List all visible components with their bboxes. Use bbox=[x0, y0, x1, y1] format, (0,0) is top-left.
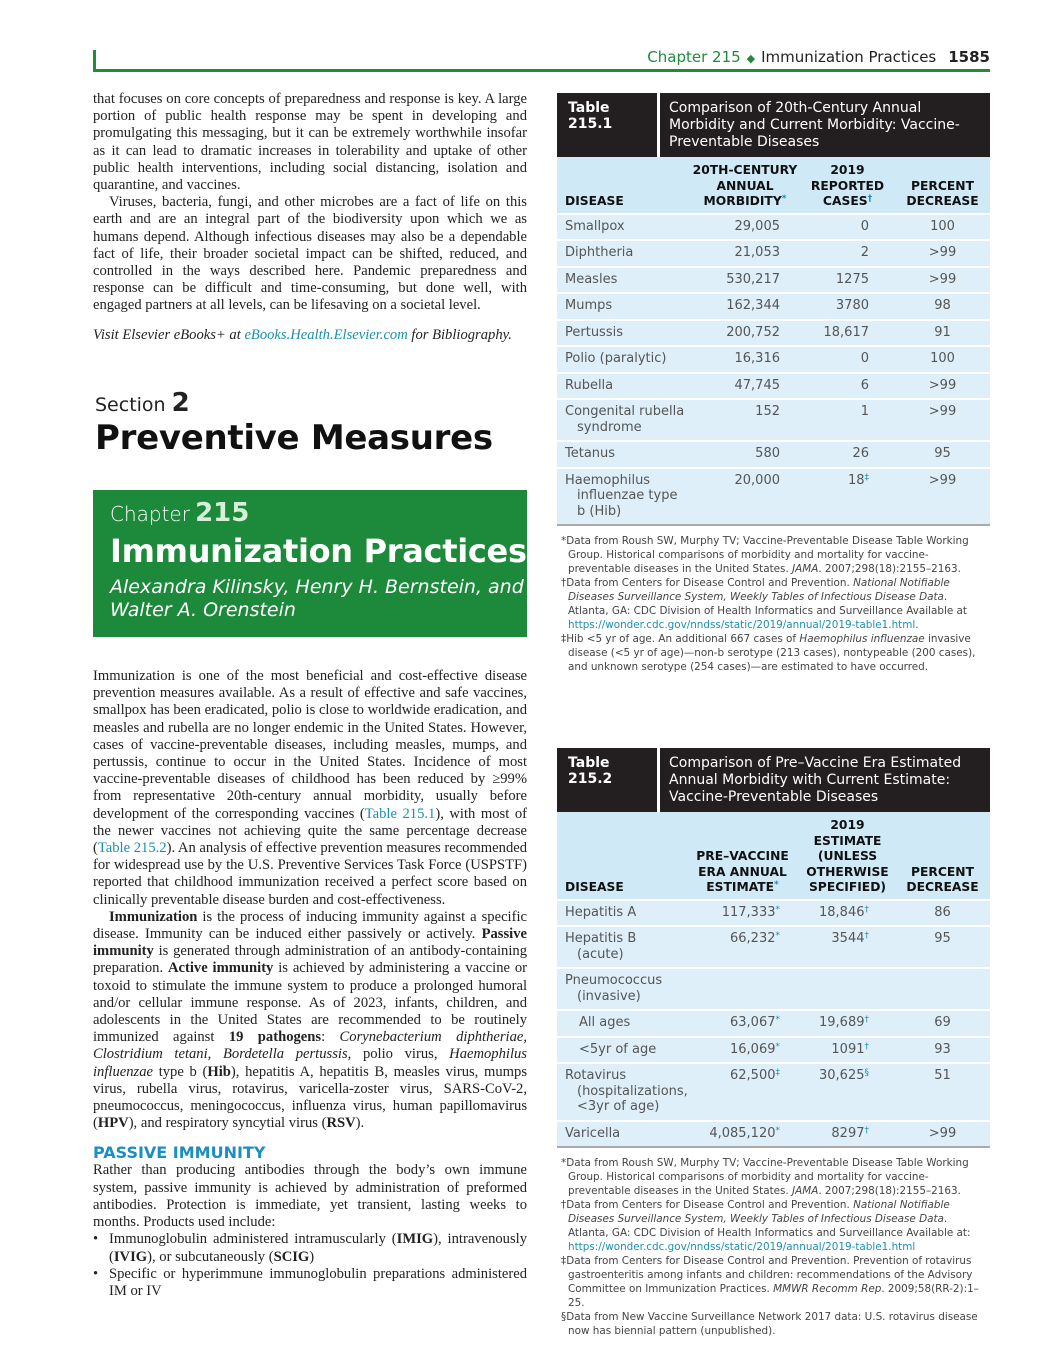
value-cell bbox=[685, 1015, 800, 1031]
column-header bbox=[690, 163, 800, 210]
value-cell bbox=[800, 325, 895, 341]
value-cell bbox=[800, 931, 895, 962]
table-row bbox=[557, 372, 990, 399]
page-number: 1585 bbox=[948, 48, 990, 66]
table-footnotes bbox=[557, 534, 990, 674]
section-label: Section bbox=[95, 394, 166, 416]
value-cell bbox=[800, 1068, 895, 1115]
value: 580 bbox=[755, 446, 780, 461]
text: . 2007;298(18):2155–2163. bbox=[818, 1185, 961, 1197]
value-cell bbox=[800, 1126, 895, 1142]
percent-cell: 95 bbox=[934, 931, 951, 946]
paragraph bbox=[93, 668, 527, 909]
percent-cell: 100 bbox=[930, 218, 955, 234]
value: 29,005 bbox=[734, 218, 780, 234]
footnote-marker: † bbox=[864, 904, 869, 915]
paragraph bbox=[93, 91, 527, 194]
column-header bbox=[685, 849, 800, 896]
footnote-marker: † bbox=[864, 1041, 869, 1052]
value: 3780 bbox=[835, 298, 869, 313]
table-footnotes bbox=[557, 1156, 990, 1338]
text: †Data from Centers for Disease Control and Prevention. bbox=[561, 577, 854, 589]
text: *Data from Roush SW, Murphy TV; Vaccine-Preventable Disease Table Working Group. Historical comparisons of morbidity and mortality for vaccine-preventable diseases in the United States. bbox=[561, 1157, 969, 1197]
footnote-marker: † bbox=[864, 1015, 869, 1025]
left-column-top bbox=[93, 91, 527, 344]
chapter-title-box bbox=[93, 490, 527, 637]
header-text bbox=[647, 48, 990, 66]
column-header-label: 2019 ESTIMATE (UNLESS OTHERWISE SPECIFIED) bbox=[806, 818, 889, 894]
header-rule-tick bbox=[93, 50, 96, 72]
text: . 2007;298(18):2155–2163. bbox=[818, 563, 961, 575]
table-row bbox=[557, 1120, 990, 1149]
text: is achieved by administering a vaccine or toxoid to stimulate the immune system to produce a prolonged humoral and/or cellular immune response. As of 2023, infants, children, and adolescents in the United States are recommended to be routinely immunized against bbox=[93, 960, 528, 1046]
header-chapter: Chapter 215 bbox=[647, 48, 741, 66]
value-cell bbox=[685, 931, 800, 962]
column-header bbox=[895, 865, 990, 896]
value-cell bbox=[800, 219, 895, 235]
text: Immunoglobulin administered intramuscularly ( bbox=[109, 1231, 397, 1248]
text: invasive disease (<5 yr of age)—non-b serotype (213 cases), nontypeable (200 cases), and unknown serotype (254 cases)—are estimated to have occurred. bbox=[568, 633, 976, 673]
chapter-authors: Alexandra Kilinsky, Henry H. Bernstein, and Walter A. Orenstein bbox=[110, 576, 524, 621]
value: 19,689 bbox=[819, 1015, 865, 1030]
subheading-passive-immunity: PASSIVE IMMUNITY bbox=[93, 1143, 266, 1163]
footnote-marker: * bbox=[775, 1125, 780, 1136]
percent-cell: 91 bbox=[934, 324, 951, 340]
text: is generated through administration of an antibody-containing preparation. bbox=[93, 943, 527, 977]
table-row bbox=[557, 213, 990, 240]
table-row bbox=[557, 467, 990, 527]
text: †Data from Centers for Disease Control and Prevention. bbox=[561, 1199, 854, 1211]
text: . 2009;58(RR-2):1–25. bbox=[568, 1283, 979, 1309]
bold-text: RSV bbox=[326, 1115, 356, 1132]
value: 66,232 bbox=[730, 931, 776, 946]
bold-text: Immunization bbox=[109, 908, 198, 925]
percent-cell: >99 bbox=[928, 472, 957, 488]
value: 8297 bbox=[831, 1125, 865, 1141]
text: ), hepatitis A, hepatitis B, measles virus, mumps virus, rubella virus, rotavirus, varicella-zoster virus, SARS-CoV-2, pneumococcus, meningococcus, influenza virus, human papillomavirus ( bbox=[93, 1063, 527, 1132]
link[interactable]: https://wonder.cdc.gov/nndss/static/2019/annual/2019-table1.html bbox=[568, 1241, 916, 1253]
value-cell bbox=[800, 905, 895, 921]
footnote-marker: ‡ bbox=[775, 1068, 780, 1078]
value-cell bbox=[685, 1042, 800, 1058]
disease-cell: Pertussis bbox=[565, 324, 623, 340]
text: for Bibliography. bbox=[407, 326, 512, 343]
paragraph bbox=[93, 194, 527, 314]
footnote-marker: * bbox=[775, 931, 780, 941]
value: 1275 bbox=[835, 271, 869, 287]
disease-cell: <5yr of age bbox=[579, 1041, 657, 1057]
value-cell bbox=[685, 1126, 800, 1142]
footnote bbox=[557, 1198, 990, 1254]
footnote-marker: * bbox=[775, 904, 780, 915]
value: 21,053 bbox=[734, 245, 780, 260]
footnote-marker: * bbox=[775, 1015, 780, 1025]
disease-cell: Pneumococcus (invasive) bbox=[565, 973, 663, 1004]
column-header-label: PRE–VACCINE ERA ANNUAL ESTIMATE bbox=[696, 849, 789, 894]
footnote-marker: ‡ bbox=[864, 472, 869, 483]
disease-cell: Tetanus bbox=[565, 446, 616, 461]
link[interactable]: https://wonder.cdc.gov/nndss/static/2019/annual/2019-table1.html bbox=[568, 619, 916, 631]
section-number: 2 bbox=[171, 388, 190, 418]
value-cell bbox=[690, 298, 800, 314]
text: Rather than producing antibodies through the body’s own immune system, passive immunity is achieved by administration of preformed antibodies. Protection is immediate, yet transient, lasting weeks to months. Products used include: bbox=[93, 1162, 527, 1231]
table-row bbox=[557, 398, 990, 440]
left-column-body bbox=[93, 668, 527, 1300]
table-title: Comparison of Pre–Vaccine Era Estimated Annual Morbidity with Current Estimate: Vaccine-Preventable Diseases bbox=[669, 755, 962, 805]
bold-text: 19 pathogens bbox=[228, 1029, 322, 1046]
value: 47,745 bbox=[734, 377, 780, 393]
text: Specific or hyperimmune immunoglobulin preparations administered IM or IV bbox=[109, 1265, 527, 1299]
disease-cell: Varicella bbox=[565, 1125, 621, 1141]
value: 152 bbox=[755, 404, 780, 419]
text: type b ( bbox=[153, 1063, 208, 1080]
footnote-marker: † bbox=[867, 194, 873, 204]
value: 117,333 bbox=[721, 904, 776, 920]
table-row bbox=[557, 925, 990, 967]
table-215-1 bbox=[557, 93, 990, 674]
table-row bbox=[557, 266, 990, 293]
percent-cell bbox=[895, 973, 990, 1004]
value-cell bbox=[690, 325, 800, 341]
table-header-row bbox=[557, 157, 990, 213]
percent-cell: 93 bbox=[934, 1041, 951, 1057]
text: . Atlanta, GA: CDC Division of Health Informatics and Surveillance Available at bbox=[568, 591, 967, 617]
value-cell bbox=[690, 378, 800, 394]
percent-cell: >99 bbox=[928, 1125, 957, 1141]
value-cell bbox=[800, 298, 895, 314]
table-row bbox=[557, 319, 990, 346]
footnote bbox=[557, 632, 990, 674]
value-cell bbox=[690, 219, 800, 235]
bold-text: IMIG bbox=[396, 1231, 434, 1248]
value: 18,617 bbox=[823, 324, 869, 340]
footnote bbox=[557, 1254, 990, 1310]
value: 2 bbox=[860, 245, 869, 260]
value-cell bbox=[800, 446, 895, 462]
footnote bbox=[557, 1310, 990, 1338]
column-header-label: 20TH-CENTURY ANNUAL MORBIDITY bbox=[692, 163, 798, 208]
footnote-marker: * bbox=[775, 1041, 780, 1052]
table-row bbox=[557, 1062, 990, 1120]
disease-cell: Polio (paralytic) bbox=[565, 351, 667, 366]
bold-text: IVIG bbox=[113, 1248, 148, 1265]
disease-cell: Hepatitis B (acute) bbox=[565, 931, 637, 962]
list-item bbox=[93, 1231, 527, 1265]
bold-text: Passive immunity bbox=[93, 926, 527, 960]
value: 1091 bbox=[831, 1041, 865, 1057]
value: 530,217 bbox=[726, 271, 780, 287]
value-cell bbox=[800, 245, 895, 261]
value: 200,752 bbox=[726, 324, 780, 340]
value-cell bbox=[800, 973, 895, 1004]
section-heading bbox=[95, 388, 493, 458]
column-header bbox=[557, 194, 690, 210]
value-cell bbox=[685, 1068, 800, 1115]
percent-cell: >99 bbox=[928, 377, 957, 393]
disease-cell: Hepatitis A bbox=[565, 904, 637, 920]
table-row bbox=[557, 440, 990, 467]
text: Viruses, bacteria, fungi, and other microbes are a fact of life on this earth and are an integral part of the biodiversity upon which we as humans depend. Although infectious diseases may also be a dependable fact of life, their broader societal impact can be shifted, reduced, and controlled in the ways described here. Pandemic preparedness and response can be difficult and time-consuming, but done well, with engaged partners at all levels, can be lifesaving on a societal level. bbox=[93, 194, 527, 314]
value: 16,069 bbox=[730, 1041, 776, 1057]
text: ‡Hib <5 yr of age. An additional 667 cases of bbox=[561, 633, 800, 645]
value: 0 bbox=[860, 218, 869, 234]
value-cell bbox=[800, 1042, 895, 1058]
text: ) bbox=[309, 1248, 315, 1265]
italic-text: JAMA bbox=[792, 563, 819, 575]
text: . Atlanta, GA: CDC Division of Health Informatics and Surveillance Available at: bbox=[568, 1213, 971, 1239]
value-cell bbox=[800, 351, 895, 367]
value: 62,500 bbox=[730, 1068, 776, 1083]
value: 1 bbox=[860, 404, 869, 419]
bold-text: HPV bbox=[97, 1115, 129, 1132]
value: 6 bbox=[860, 377, 869, 393]
value-cell bbox=[800, 378, 895, 394]
table-title-bar bbox=[557, 748, 990, 812]
value-cell bbox=[800, 473, 895, 520]
text: §Data from New Vaccine Surveillance Network 2017 data: U.S. rotavirus disease now has biennial pattern (unpublished). bbox=[561, 1311, 978, 1337]
value-cell bbox=[690, 404, 800, 435]
value: 63,067 bbox=[730, 1015, 776, 1030]
text: that focuses on core concepts of preparedness and response is key. A large portion of public health response may be spent in developing and promulgating this messaging, but it can be extremely worthwhile insofar as it can lead to dramatic increases in tolerability and uptake of other public health interventions, including social distancing, isolation and quarantine, and vaccines. bbox=[93, 91, 527, 194]
italic-text: MMWR Recomm Rep bbox=[773, 1283, 882, 1295]
value-cell bbox=[800, 1015, 895, 1031]
table-row bbox=[557, 1009, 990, 1036]
table-row bbox=[557, 345, 990, 372]
value-cell bbox=[690, 473, 800, 520]
disease-cell: Measles bbox=[565, 271, 618, 287]
value: 162,344 bbox=[726, 298, 780, 313]
column-header bbox=[557, 880, 685, 896]
table-215-2 bbox=[557, 748, 990, 1338]
diamond-icon: ◆ bbox=[746, 52, 756, 65]
text: Visit Elsevier eBooks+ at bbox=[93, 326, 245, 343]
disease-cell: Diphtheria bbox=[565, 245, 634, 260]
link[interactable]: Table 215.2 bbox=[97, 840, 167, 857]
text: . bbox=[915, 619, 919, 631]
bold-text: Hib bbox=[207, 1063, 231, 1080]
footnote-marker: § bbox=[864, 1068, 869, 1078]
footnote bbox=[557, 576, 990, 632]
text: ), and respiratory syncytial virus ( bbox=[128, 1115, 327, 1132]
disease-cell: Mumps bbox=[565, 298, 613, 313]
link[interactable]: Table 215.1 bbox=[364, 805, 436, 822]
disease-cell: All ages bbox=[579, 1015, 631, 1030]
value: 16,316 bbox=[734, 351, 780, 366]
italic-text: National Notifiable Diseases Surveillance System, Weekly Tables of Infectious Disease Data bbox=[568, 1199, 950, 1225]
value-cell bbox=[800, 272, 895, 288]
text: ), or subcutaneously ( bbox=[147, 1248, 274, 1265]
table-row bbox=[557, 292, 990, 319]
table-row bbox=[557, 1036, 990, 1063]
value: 20,000 bbox=[734, 472, 780, 488]
text: polio virus, bbox=[351, 1046, 450, 1063]
footnote bbox=[557, 534, 990, 576]
table-row bbox=[557, 967, 990, 1009]
section-title: Preventive Measures bbox=[95, 418, 493, 458]
percent-cell: 100 bbox=[930, 351, 955, 366]
value: 0 bbox=[860, 351, 869, 366]
text: is the process of inducing immunity against a specific disease. Immunity can be induced either passively or actively. bbox=[93, 908, 527, 943]
header-title: Immunization Practices bbox=[761, 48, 937, 66]
bullet-list bbox=[93, 1231, 527, 1300]
italic-text: National Notifiable Diseases Surveillance System, Weekly Tables of Infectious Disease Data bbox=[568, 577, 950, 603]
column-header-label: 2019 REPORTED CASES bbox=[810, 163, 885, 208]
paragraph bbox=[93, 1162, 527, 1231]
disease-cell: Rubella bbox=[565, 377, 614, 393]
table-number: Table 215.2 bbox=[557, 748, 660, 812]
table-header-row bbox=[557, 812, 990, 899]
disease-cell: Smallpox bbox=[565, 218, 625, 234]
table-number: Table 215.1 bbox=[557, 93, 660, 157]
text: : bbox=[321, 1029, 340, 1046]
link[interactable]: eBooks.Health.Elsevier.com bbox=[244, 326, 408, 343]
disease-cell: Rotavirus (hospitalizations, <3yr of age) bbox=[565, 1068, 688, 1114]
value: 18,846 bbox=[819, 904, 865, 920]
footnote bbox=[557, 1156, 990, 1198]
text: ). bbox=[355, 1115, 365, 1132]
value: 18 bbox=[847, 472, 865, 488]
table-row bbox=[557, 899, 990, 926]
percent-cell: >99 bbox=[928, 271, 957, 287]
value-cell bbox=[690, 272, 800, 288]
value: 4,085,120 bbox=[709, 1125, 776, 1141]
column-header bbox=[800, 163, 895, 210]
bold-text: Active immunity bbox=[167, 960, 274, 977]
italic-text: Corynebacterium diphtheriae, Clostridium tetani, Bordetella pertussis, bbox=[93, 1029, 528, 1063]
footnote-marker: † bbox=[864, 931, 869, 941]
text: ‡Data from Centers for Disease Control and Prevention. Prevention of rotavirus gastroenteritis among infants and children: recommendations of the Advisory Committee on Immunization Practices. bbox=[561, 1255, 973, 1295]
paragraph bbox=[93, 909, 527, 1133]
percent-cell: >99 bbox=[928, 404, 957, 419]
value: 3544 bbox=[831, 931, 865, 946]
chapter-number: 215 bbox=[195, 498, 250, 528]
column-header bbox=[895, 179, 990, 210]
value-cell bbox=[690, 351, 800, 367]
table-row bbox=[557, 239, 990, 266]
text: ). An analysis of effective prevention measures recommended for widespread use by the U.S. Preventive Services Task Force (USPSTF) reported that childhood immunization received a perfect score based on clinically preventable disease burden and cost-effectiveness. bbox=[93, 840, 528, 908]
column-header bbox=[800, 818, 895, 896]
value: 30,625 bbox=[819, 1068, 865, 1083]
percent-cell: 98 bbox=[934, 298, 951, 313]
percent-cell: 95 bbox=[934, 446, 951, 461]
list-item bbox=[93, 1266, 527, 1300]
value: 26 bbox=[852, 446, 869, 461]
percent-cell: 69 bbox=[934, 1015, 951, 1030]
footnote-marker: * bbox=[781, 194, 787, 204]
footnote-marker: * bbox=[774, 880, 779, 890]
running-header bbox=[93, 50, 990, 72]
text: *Data from Roush SW, Murphy TV; Vaccine-Preventable Disease Table Working Group. Historical comparisons of morbidity and mortality for vaccine-preventable diseases in the United States. bbox=[561, 535, 969, 575]
disease-cell: Haemophilus influenzae type b (Hib) bbox=[565, 472, 678, 519]
value-cell bbox=[690, 245, 800, 261]
italic-text: Haemophilus influenzae bbox=[93, 1046, 527, 1080]
italic-text: JAMA bbox=[792, 1185, 819, 1197]
italic-text: Haemophilus influenzae bbox=[799, 633, 925, 645]
value-cell bbox=[800, 404, 895, 435]
column-header-label: PERCENT DECREASE bbox=[906, 864, 979, 894]
value-cell bbox=[685, 905, 800, 921]
bold-text: SCIG bbox=[273, 1248, 310, 1265]
percent-cell: >99 bbox=[928, 245, 957, 260]
text: Immunization is one of the most beneficial and cost-effective disease prevention measures available. As a result of effective and safe vaccines, smallpox has been eradicated, polio is close to worldwide eradication, and measles and rubella are no longer endemic in the United States. However, cases of vaccine-preventable diseases, including measles, mumps, and pertussis, continue to occur in the United States. Incidence of most vaccine-preventable diseases of childhood has been reduced by ≥99% from representative 20th-century annual morbidity, usually before development of the corresponding vaccines ( bbox=[93, 668, 527, 822]
chapter-label: Chapter bbox=[110, 502, 190, 526]
footnote-marker: † bbox=[864, 1125, 869, 1136]
percent-cell: 51 bbox=[934, 1068, 951, 1083]
percent-cell: 86 bbox=[934, 904, 951, 920]
value-cell bbox=[685, 973, 800, 1004]
table-title-bar bbox=[557, 93, 990, 157]
table-title: Comparison of 20th-Century Annual Morbidity and Current Morbidity: Vaccine-Preventable Diseases bbox=[669, 100, 960, 150]
text: ), with most of the newer vaccines not achieving quite the same percentage decrease ( bbox=[93, 805, 527, 857]
text: ), intravenously ( bbox=[109, 1231, 527, 1265]
column-header-label: DISEASE bbox=[565, 194, 624, 208]
bibliography-note bbox=[93, 327, 527, 344]
value-cell bbox=[690, 446, 800, 462]
chapter-title: Immunization Practices bbox=[110, 532, 527, 570]
column-header-label: DISEASE bbox=[565, 880, 624, 894]
disease-cell: Congenital rubella syndrome bbox=[565, 404, 685, 435]
column-header-label: PERCENT DECREASE bbox=[906, 178, 979, 208]
